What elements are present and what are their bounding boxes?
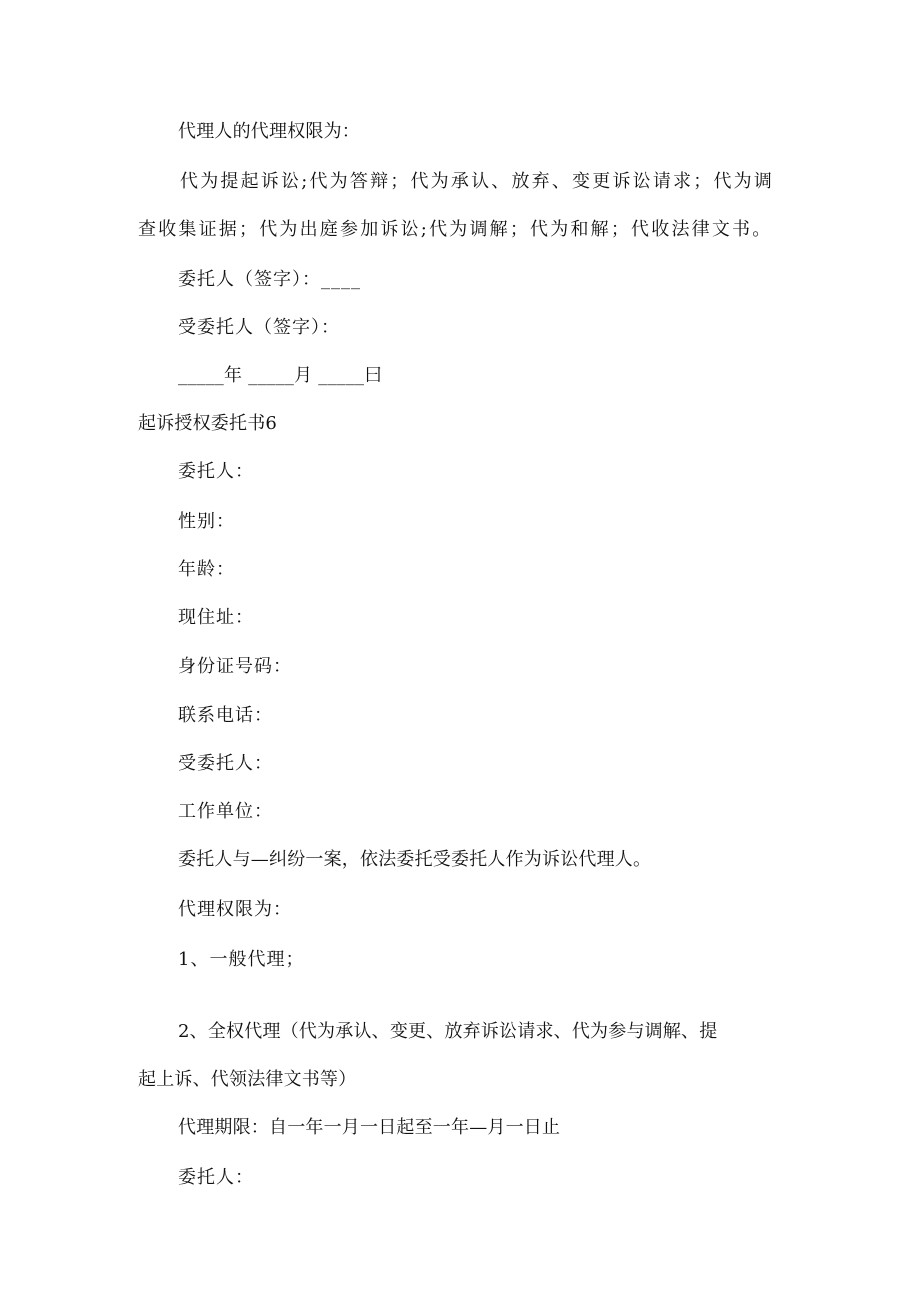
age-label: 年龄： xyxy=(178,559,235,580)
date-line: _____年 _____月 _____曰 xyxy=(178,365,383,386)
authority-text-line-1: 代为提起诉讼;代为答辩；代为承认、放弃、变更诉讼请求；代为调 xyxy=(180,171,775,192)
authority-heading: 代理人的代理权限为： xyxy=(178,121,360,142)
workplace-label: 工作单位： xyxy=(178,801,273,822)
id-number-label: 身份证号码： xyxy=(178,656,292,677)
case-statement: 委托人与—纠纷一案，依法委托受委托人作为诉讼代理人。 xyxy=(178,849,652,870)
phone-label: 联系电话： xyxy=(178,705,273,726)
principal-signature-line: 委托人（签字）：____ xyxy=(178,269,361,290)
document-title: 起诉授权委托书6 xyxy=(138,413,278,434)
authority-heading-2: 代理权限为： xyxy=(178,899,292,920)
agency-term: 代理期限：自一年一月一日起至一年—月一日止 xyxy=(178,1117,561,1138)
agent-label: 受委托人： xyxy=(178,753,273,774)
agent-signature-line: 受委托人（签字）： xyxy=(178,317,340,338)
principal-label: 委托人： xyxy=(178,461,254,482)
gender-label: 性别： xyxy=(178,511,235,532)
full-agency-line-2: 起上诉、代领法律文书等） xyxy=(138,1069,357,1090)
full-agency-line-1: 2、全权代理（代为承认、变更、放弃诉讼请求、代为参与调解、提 xyxy=(178,1021,718,1042)
general-agency-item: 1、一般代理； xyxy=(178,949,305,970)
authority-text-line-2: 查收集证据；代为出庭参加诉讼;代为调解；代为和解；代收法律文书。 xyxy=(138,219,773,240)
address-label: 现住址： xyxy=(178,607,254,628)
principal-footer-label: 委托人： xyxy=(178,1167,254,1188)
